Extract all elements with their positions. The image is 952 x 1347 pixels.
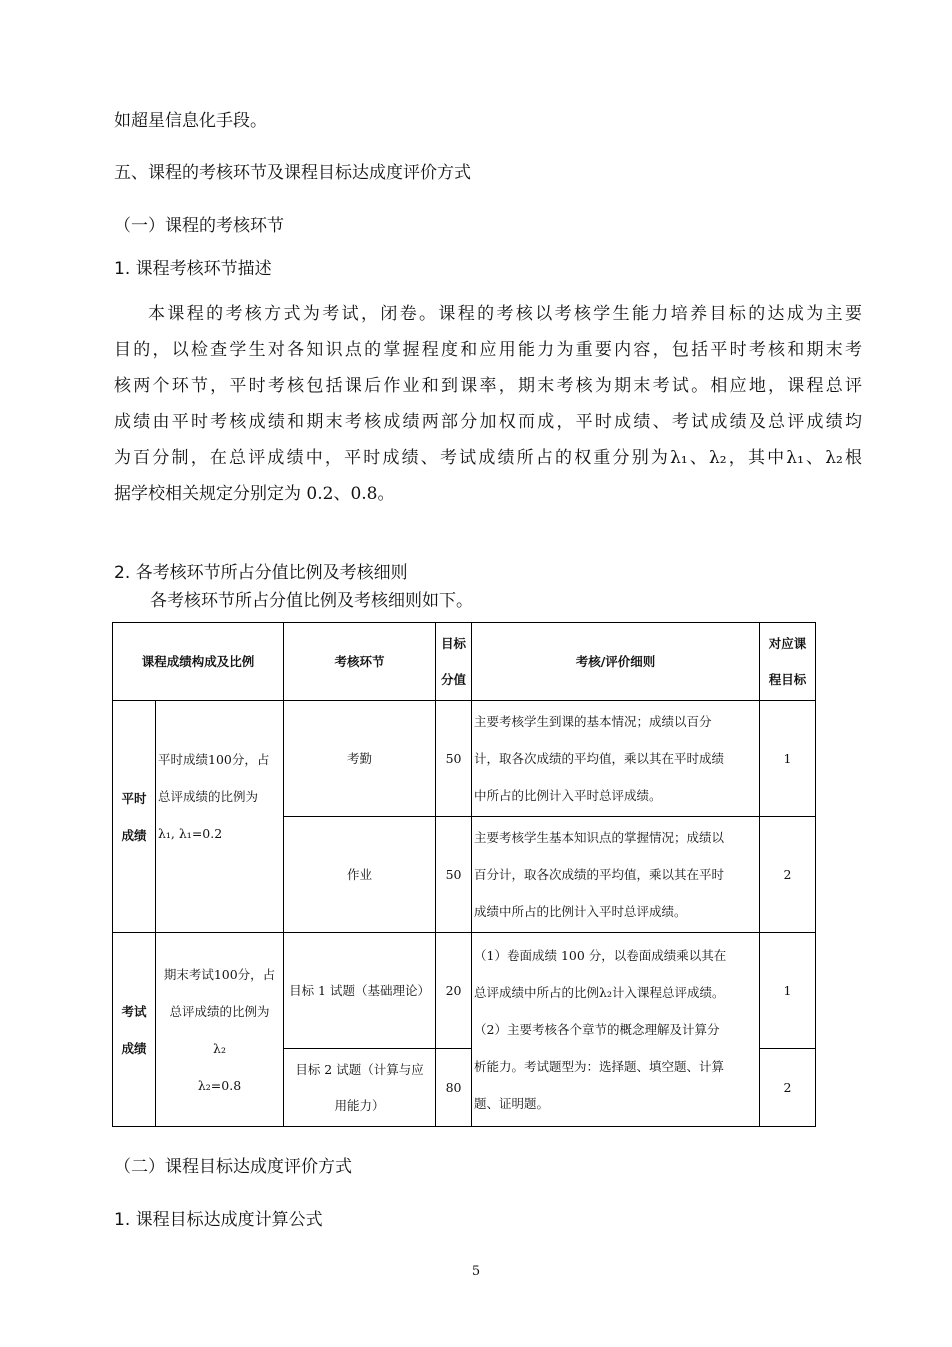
score-cell: 20: [436, 933, 472, 1049]
paragraph-line: 据学校相关规定分别定为 0.2、0.8。: [114, 484, 395, 504]
header-detail: 考核/评价细则: [472, 623, 760, 701]
ratio-line: 期末考试100分，占: [163, 966, 276, 982]
detail-line: 主要考核学生基本知识点的掌握情况；成绩以: [474, 830, 725, 845]
paragraph-line: 为百分制，在总评成绩中，平时成绩、考试成绩所占的权重分别为λ₁、λ₂，其中λ₁、λ₂根: [114, 448, 862, 468]
table-intro: 各考核环节所占分值比例及考核细则如下。: [150, 591, 473, 611]
item-heading: 2. 各考核环节所占分值比例及考核细则: [114, 563, 408, 583]
page-number: 5: [471, 1264, 481, 1279]
target-cell: 1: [760, 701, 816, 817]
ratio-line: 平时成绩100分，占: [158, 752, 270, 767]
section-heading: 五、课程的考核环节及课程目标达成度评价方式: [114, 163, 471, 183]
table-row: [113, 701, 816, 817]
usual-ratio: [156, 701, 284, 933]
detail-cell: [472, 701, 760, 817]
category-line: 成绩: [121, 1040, 147, 1056]
item-heading: 1. 课程考核环节描述: [114, 259, 272, 279]
paragraph-line: 本课程的考核方式为考试，闭卷。课程的考核以考核学生能力培养目标的达成为主要: [148, 304, 862, 324]
ratio-line: λ₁, λ₁=0.2: [158, 826, 223, 841]
score-cell: 80: [436, 1049, 472, 1127]
table-header-row: [113, 623, 816, 701]
detail-line: 总评成绩中所占的比例λ₂计入课程总评成绩。: [474, 985, 725, 1000]
category-line: 平时: [121, 790, 147, 806]
description-paragraph: [114, 296, 862, 512]
paragraph-line: 目的，以检查学生对各知识点的掌握程度和应用能力为重要内容，包括平时考核和期末考: [114, 340, 862, 360]
subsection-heading: （二）课程目标达成度评价方式: [114, 1157, 352, 1177]
exam-category: [113, 933, 156, 1127]
score-cell: 50: [436, 817, 472, 933]
header-target-line: 对应课: [768, 635, 807, 651]
subsection-heading: （一）课程的考核环节: [114, 216, 284, 236]
header-target-line: 程目标: [768, 671, 807, 687]
ratio-line: 总评成绩的比例为: [158, 789, 259, 804]
category-line: 考试: [121, 1003, 147, 1019]
header-score-line: 分值: [441, 671, 467, 687]
detail-line: 成绩中所占的比例计入平时总评成绩。: [474, 904, 687, 919]
category-line: 成绩: [121, 827, 147, 843]
ratio-line: λ₂: [213, 1040, 226, 1056]
detail-line: 中所占的比例计入平时总评成绩。: [474, 788, 662, 803]
detail-line: 题、证明题。: [474, 1096, 550, 1111]
header-score: [436, 623, 472, 701]
detail-line: 计，取各次成绩的平均值，乘以其在平时成绩: [474, 751, 725, 766]
detail-line: （2）主要考核各个章节的概念理解及计算分: [474, 1022, 720, 1037]
detail-line: 析能力。考试题型为：选择题、填空题、计算: [474, 1059, 725, 1074]
ratio-line: 总评成绩的比例为: [169, 1003, 270, 1019]
paragraph-line: 核两个环节，平时考核包括课后作业和到课率，期末考核为期末考试。相应地，课程总评: [114, 376, 862, 396]
link-homework: 作业: [284, 817, 436, 933]
detail-line: 主要考核学生到课的基本情况；成绩以百分: [474, 714, 712, 729]
exam-ratio: [156, 933, 284, 1127]
item-heading: 1. 课程目标达成度计算公式: [114, 1210, 323, 1230]
detail-line: 百分计，取各次成绩的平均值，乘以其在平时: [474, 867, 725, 882]
table-row: [113, 933, 816, 1049]
link-line: 目标 2 试题（计算与应: [295, 1061, 424, 1077]
target-cell: 2: [760, 817, 816, 933]
link-target1: 目标 1 试题（基础理论）: [284, 933, 436, 1049]
paragraph-line: 成绩由平时考核成绩和期末考核成绩两部分加权而成，平时成绩、考试成绩及总评成绩均: [114, 412, 862, 432]
assessment-table: [112, 622, 816, 1127]
ratio-line: λ₂=0.8: [197, 1077, 242, 1093]
detail-cell: [472, 817, 760, 933]
link-target2: [284, 1049, 436, 1127]
score-cell: 50: [436, 701, 472, 817]
header-composition: 课程成绩构成及比例: [113, 623, 284, 701]
link-line: 用能力）: [334, 1097, 385, 1113]
target-cell: 1: [760, 933, 816, 1049]
header-score-line: 目标: [441, 635, 467, 651]
target-cell: 2: [760, 1049, 816, 1127]
link-attendance: 考勤: [284, 701, 436, 817]
header-target: [760, 623, 816, 701]
exam-detail-cell: [472, 933, 760, 1127]
usual-category: [113, 701, 156, 933]
detail-line: （1）卷面成绩 100 分，以卷面成绩乘以其在: [474, 948, 727, 963]
header-link: 考核环节: [284, 623, 436, 701]
top-line: 如超星信息化手段。: [114, 111, 267, 131]
